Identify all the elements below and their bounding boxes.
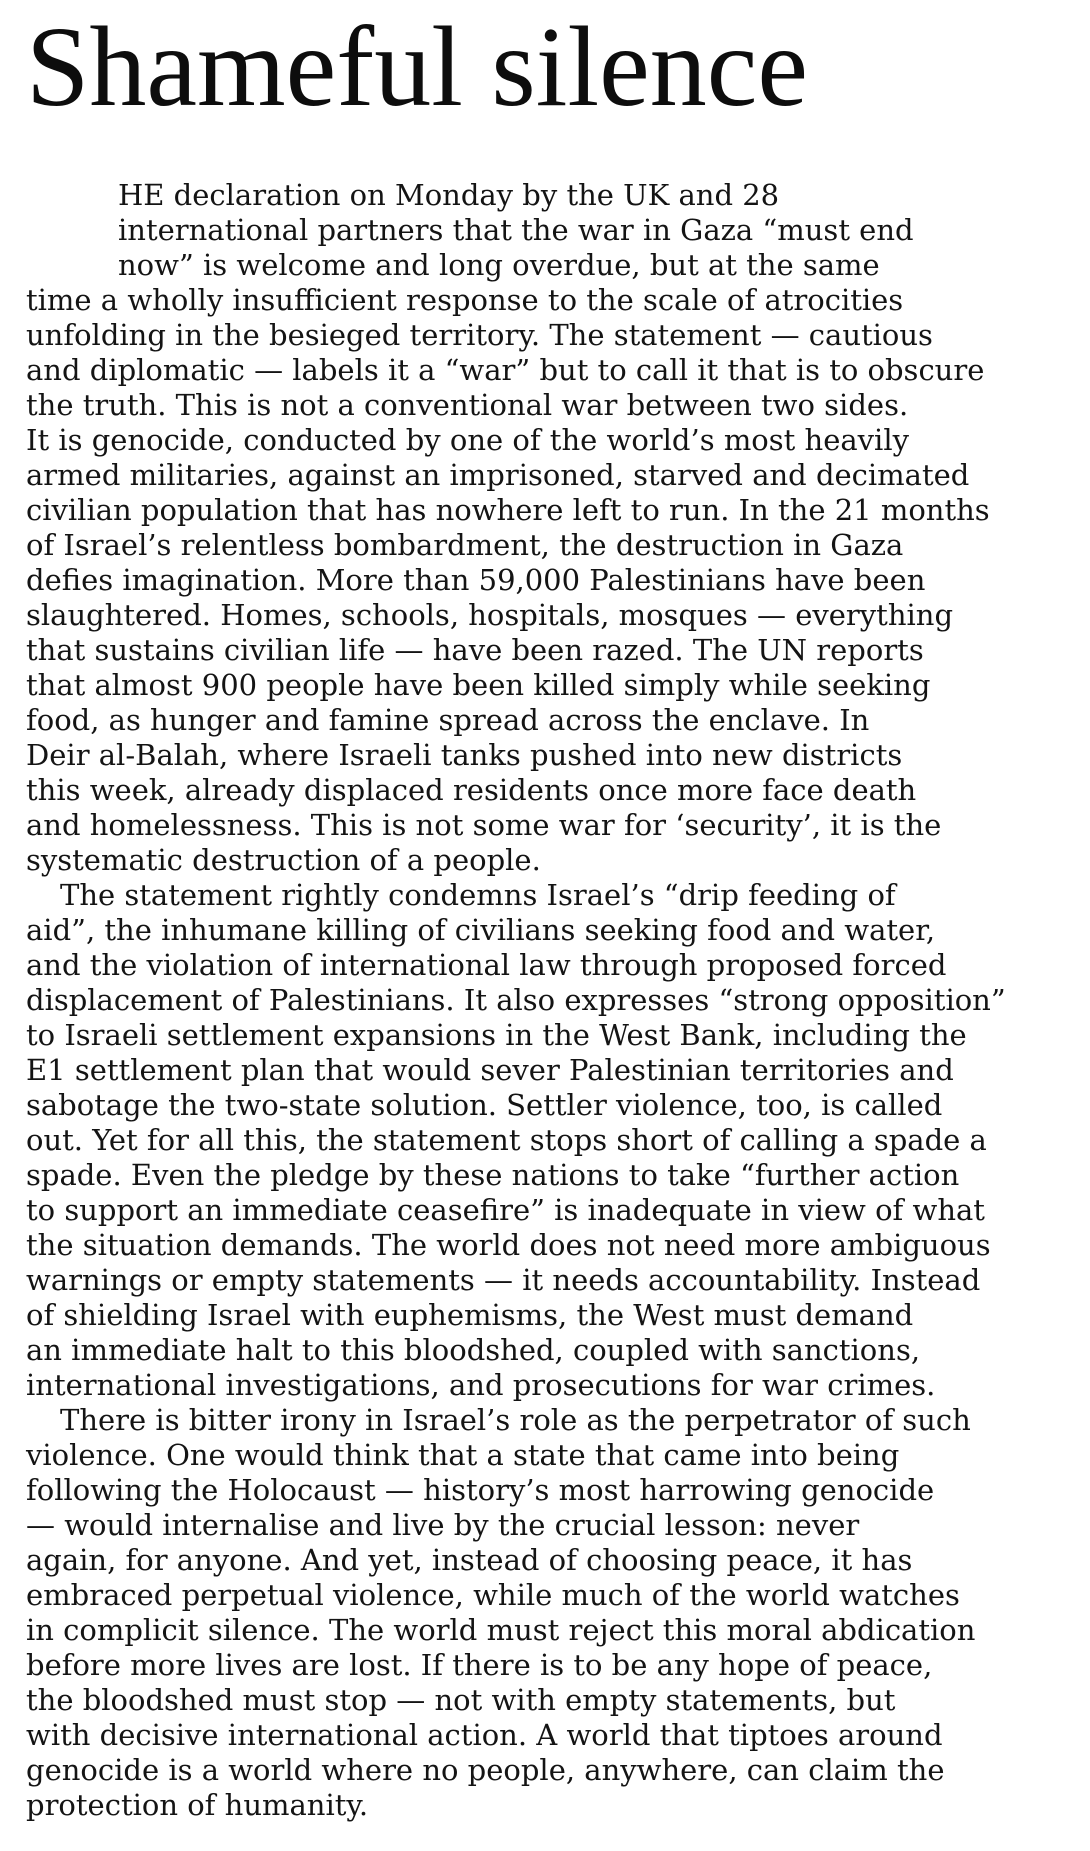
line-text: to Israeli settlement expansions in the West Bank, including the: [26, 1018, 967, 1052]
text-line: [26, 563, 1080, 598]
text-line: [26, 1753, 1080, 1788]
text-line: [26, 458, 1080, 493]
line-text: HE declaration on Monday by the UK and 28: [118, 178, 780, 212]
line-text: that almost 900 people have been killed simply while seeking: [26, 668, 931, 702]
text-line: [26, 423, 1080, 458]
text-line: [26, 1368, 1080, 1403]
text-line: [26, 738, 1080, 773]
text-line: [26, 1788, 1080, 1823]
drop-cap: [0, 186, 1, 296]
text-line: [26, 843, 1080, 878]
paragraph-2: [26, 878, 1080, 1403]
line-text: with decisive international action. A world that tiptoes around: [26, 1718, 943, 1752]
line-text: now” is welcome and long overdue, but at the same: [118, 248, 880, 282]
line-text: this week, already displaced residents once more face death: [26, 773, 917, 807]
line-text: the bloodshed must stop — not with empty statements, but: [26, 1683, 896, 1717]
text-line: [26, 1228, 1080, 1263]
line-text: unfolding in the besieged territory. The statement — cautious: [26, 318, 933, 352]
text-line: [26, 1088, 1080, 1123]
text-line: [26, 1473, 1080, 1508]
line-text: E1 settlement plan that would sever Palestinian territories and: [26, 1053, 954, 1087]
line-text: of shielding Israel with euphemisms, the West must demand: [26, 1298, 914, 1332]
line-text: protection of humanity.: [26, 1788, 369, 1822]
line-text: international investigations, and prosecutions for war crimes.: [26, 1368, 936, 1402]
text-line: [26, 1648, 1080, 1683]
line-text: armed militaries, against an imprisoned, starved and decimated: [26, 458, 970, 492]
text-line: [26, 1053, 1080, 1088]
line-text: — would internalise and live by the crucial lesson: never: [26, 1508, 860, 1542]
line-text: civilian population that has nowhere left to run. In the 21 months: [26, 493, 990, 527]
line-text: aid”, the inhumane killing of civilians seeking food and water,: [26, 913, 936, 947]
text-line: [26, 1263, 1080, 1298]
text-line: [26, 493, 1080, 528]
line-text: embraced perpetual violence, while much of the world watches: [26, 1578, 960, 1612]
text-line: [26, 318, 1080, 353]
text-line: [26, 913, 1080, 948]
text-line: [26, 353, 1080, 388]
text-line: [26, 1613, 1080, 1648]
text-line: [26, 1578, 1080, 1613]
text-line: [26, 598, 1080, 633]
text-line: [26, 1683, 1080, 1718]
line-text: systematic destruction of a people.: [26, 843, 541, 877]
headline: Shameful silence: [26, 3, 808, 130]
text-line: [26, 633, 1080, 668]
text-line: [26, 1403, 1080, 1438]
text-line: [26, 668, 1080, 703]
text-line: [26, 1298, 1080, 1333]
paragraph-3: [26, 1403, 1080, 1823]
text-line: [26, 1333, 1080, 1368]
text-line: [26, 1018, 1080, 1053]
line-text: an immediate halt to this bloodshed, coupled with sanctions,: [26, 1333, 921, 1367]
line-text: displacement of Palestinians. It also expresses “strong opposition”: [26, 983, 1006, 1017]
text-line: [26, 878, 1080, 913]
line-text: defies imagination. More than 59,000 Palestinians have been: [26, 563, 926, 597]
line-text: to support an immediate ceasefire” is inadequate in view of what: [26, 1193, 985, 1227]
text-line: [26, 213, 1080, 248]
line-text: food, as hunger and famine spread across the enclave. In: [26, 703, 870, 737]
text-line: [26, 248, 1080, 283]
line-text: genocide is a world where no people, anywhere, can claim the: [26, 1753, 945, 1787]
line-text: international partners that the war in Gaza “must end: [118, 213, 914, 247]
text-line: [26, 1193, 1080, 1228]
text-line: [26, 983, 1080, 1018]
line-text: and the violation of international law through proposed forced: [26, 948, 947, 982]
line-text: It is genocide, conducted by one of the world’s most heavily: [26, 423, 909, 457]
article-body: [26, 178, 1080, 1823]
line-text: violence. One would think that a state that came into being: [26, 1438, 900, 1472]
text-line: [26, 1718, 1080, 1753]
line-text: and homelessness. This is not some war for ‘security’, it is the: [26, 808, 942, 842]
line-text: of Israel’s relentless bombardment, the destruction in Gaza: [26, 528, 904, 562]
line-text: in complicit silence. The world must reject this moral abdication: [26, 1613, 976, 1647]
text-line: [26, 1508, 1080, 1543]
text-line: [26, 178, 1080, 213]
text-line: [26, 283, 1080, 318]
text-line: [26, 948, 1080, 983]
text-line: [26, 703, 1080, 738]
line-text: again, for anyone. And yet, instead of choosing peace, it has: [26, 1543, 913, 1577]
line-text: time a wholly insufficient response to the scale of atrocities: [26, 283, 904, 317]
line-text: the truth. This is not a conventional war between two sides.: [26, 388, 909, 422]
text-line: [26, 1438, 1080, 1473]
line-text: and diplomatic — labels it a “war” but to call it that is to obscure: [26, 353, 985, 387]
text-line: [26, 1543, 1080, 1578]
line-text: The statement rightly condemns Israel’s “drip feeding of: [60, 878, 896, 912]
line-text: slaughtered. Homes, schools, hospitals, mosques — everything: [26, 598, 954, 632]
text-line: [26, 808, 1080, 843]
line-text: that sustains civilian life — have been razed. The UN reports: [26, 633, 924, 667]
text-line: [26, 388, 1080, 423]
text-line: [26, 528, 1080, 563]
line-text: out. Yet for all this, the statement stops short of calling a spade a: [26, 1123, 987, 1157]
line-text: There is bitter irony in Israel’s role as the perpetrator of such: [60, 1403, 971, 1437]
line-text: spade. Even the pledge by these nations to take “further action: [26, 1158, 960, 1192]
line-text: Deir al-Balah, where Israeli tanks pushed into new districts: [26, 738, 903, 772]
text-line: [26, 773, 1080, 808]
text-line: [26, 1123, 1080, 1158]
line-text: the situation demands. The world does not need more ambiguous: [26, 1228, 991, 1262]
line-text: following the Holocaust — history’s most harrowing genocide: [26, 1473, 935, 1507]
paragraph-1: [26, 178, 1080, 878]
line-text: warnings or empty statements — it needs accountability. Instead: [26, 1263, 981, 1297]
text-line: [26, 1158, 1080, 1193]
line-text: sabotage the two-state solution. Settler violence, too, is called: [26, 1088, 943, 1122]
line-text: before more lives are lost. If there is to be any hope of peace,: [26, 1648, 933, 1682]
